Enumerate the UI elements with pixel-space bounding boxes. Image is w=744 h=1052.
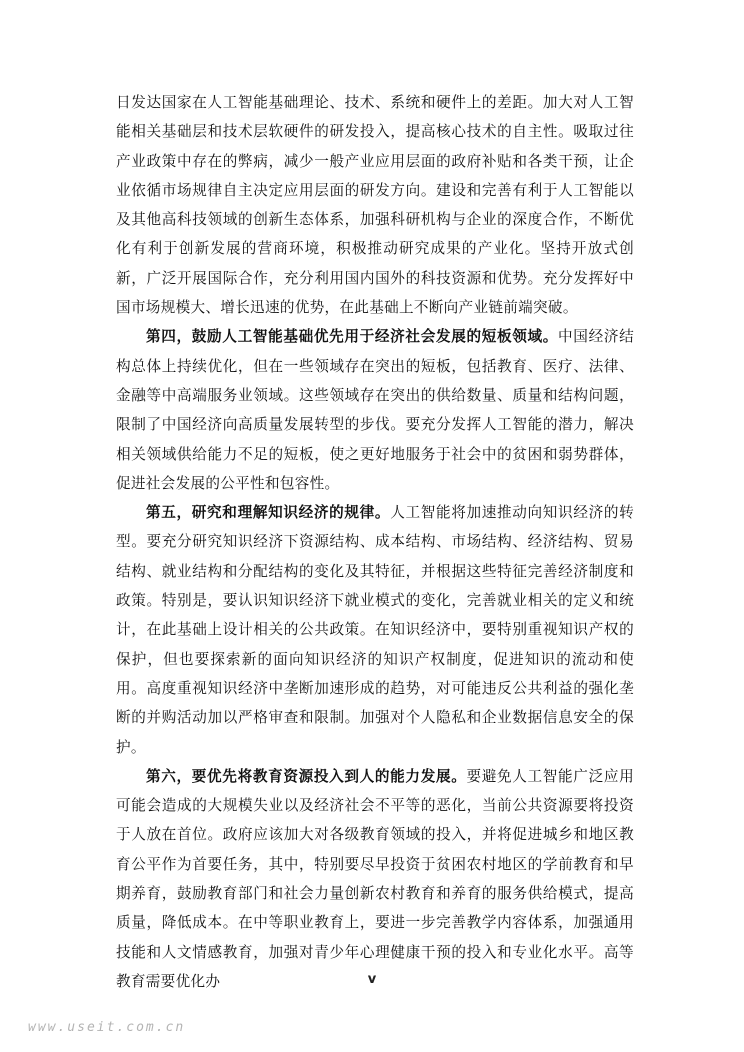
paragraph-4 <box>116 762 634 996</box>
paragraph-4-text: 要避免人工智能广泛应用可能会造成的大规模失业以及经济社会不平等的恶化，当前公共资源要将投资于人放在首位。政府应该加大对各级教育领域的投入，并将促进城乡和地区教育公平作为首要任务，其中，特别要尽早投资于贫困农村地区的学前教育和早期养育，鼓励教育部门和社会力量创新农村教育和养育的服务供给模式，提高质量，降低成本。在中等职业教育上，要进一步完善教学内容体系，加强通用技能和人文情感教育，加强对青少年心理健康干预的投入和专业化水平。高等教育需要优化办 <box>116 767 634 990</box>
paragraph-2 <box>116 322 634 498</box>
paragraph-1-text: 日发达国家在人工智能基础理论、技术、系统和硬件上的差距。加大对人工智能相关基础层和技术层软硬件的研发投入，提高核心技术的自主性。吸取过往产业政策中存在的弊病，减少一般产业应用层面的政府补贴和各类干预，让企业依循市场规律自主决定应用层面的研发方向。建设和完善有利于人工智能以及其他高科技领域的创新生态体系，加强科研机构与企业的深度合作，不断优化有利于创新发展的营商环境，积极推动研究成果的产业化。坚持开放式创新，广泛开展国际合作，充分利用国内国外的科技资源和优势。充分发挥好中国市场规模大、增长迅速的优势，在此基础上不断向产业链前端突破。 <box>116 94 634 317</box>
paragraph-2-heading: 第四，鼓励人工智能基础优先用于经济社会发展的短板领域。 <box>146 328 559 346</box>
paragraph-2-text: 中国经济结构总体上持续优化，但在一些领域存在突出的短板，包括教育、医疗、法律、金融等中高端服务业领域。这些领域存在突出的供给数量、质量和结构问题，限制了中国经济向高质量发展转型的步伐。要充分发挥人工智能的潜力，解决相关领域供给能力不足的短板，使之更好地服务于社会中的贫困和弱势群体，促进社会发展的公平性和包容性。 <box>116 328 634 492</box>
paragraph-3-heading: 第五，研究和理解知识经济的规律。 <box>146 504 391 522</box>
document-body <box>116 88 634 996</box>
site-watermark: www.useit.com.cn <box>28 1020 186 1035</box>
page-number: v <box>367 972 377 987</box>
paragraph-1 <box>116 88 634 322</box>
paragraph-4-heading: 第六，要优先将教育资源投入到人的能力发展。 <box>146 767 467 785</box>
paragraph-3 <box>116 498 634 762</box>
paragraph-3-text: 人工智能将加速推动向知识经济的转型。要充分研究知识经济下资源结构、成本结构、市场结构、经济结构、贸易结构、就业结构和分配结构的变化及其特征，并根据这些特征完善经济制度和政策。特别是，要认识知识经济下就业模式的变化，完善就业相关的定义和统计，在此基础上设计相关的公共政策。在知识经济中，要特别重视知识产权的保护，但也要探索新的面向知识经济的知识产权制度，促进知识的流动和使用。高度重视知识经济中垄断加速形成的趋势，对可能违反公共利益的强化垄断的并购活动加以严格审查和限制。加强对个人隐私和企业数据信息安全的保护。 <box>116 504 634 756</box>
